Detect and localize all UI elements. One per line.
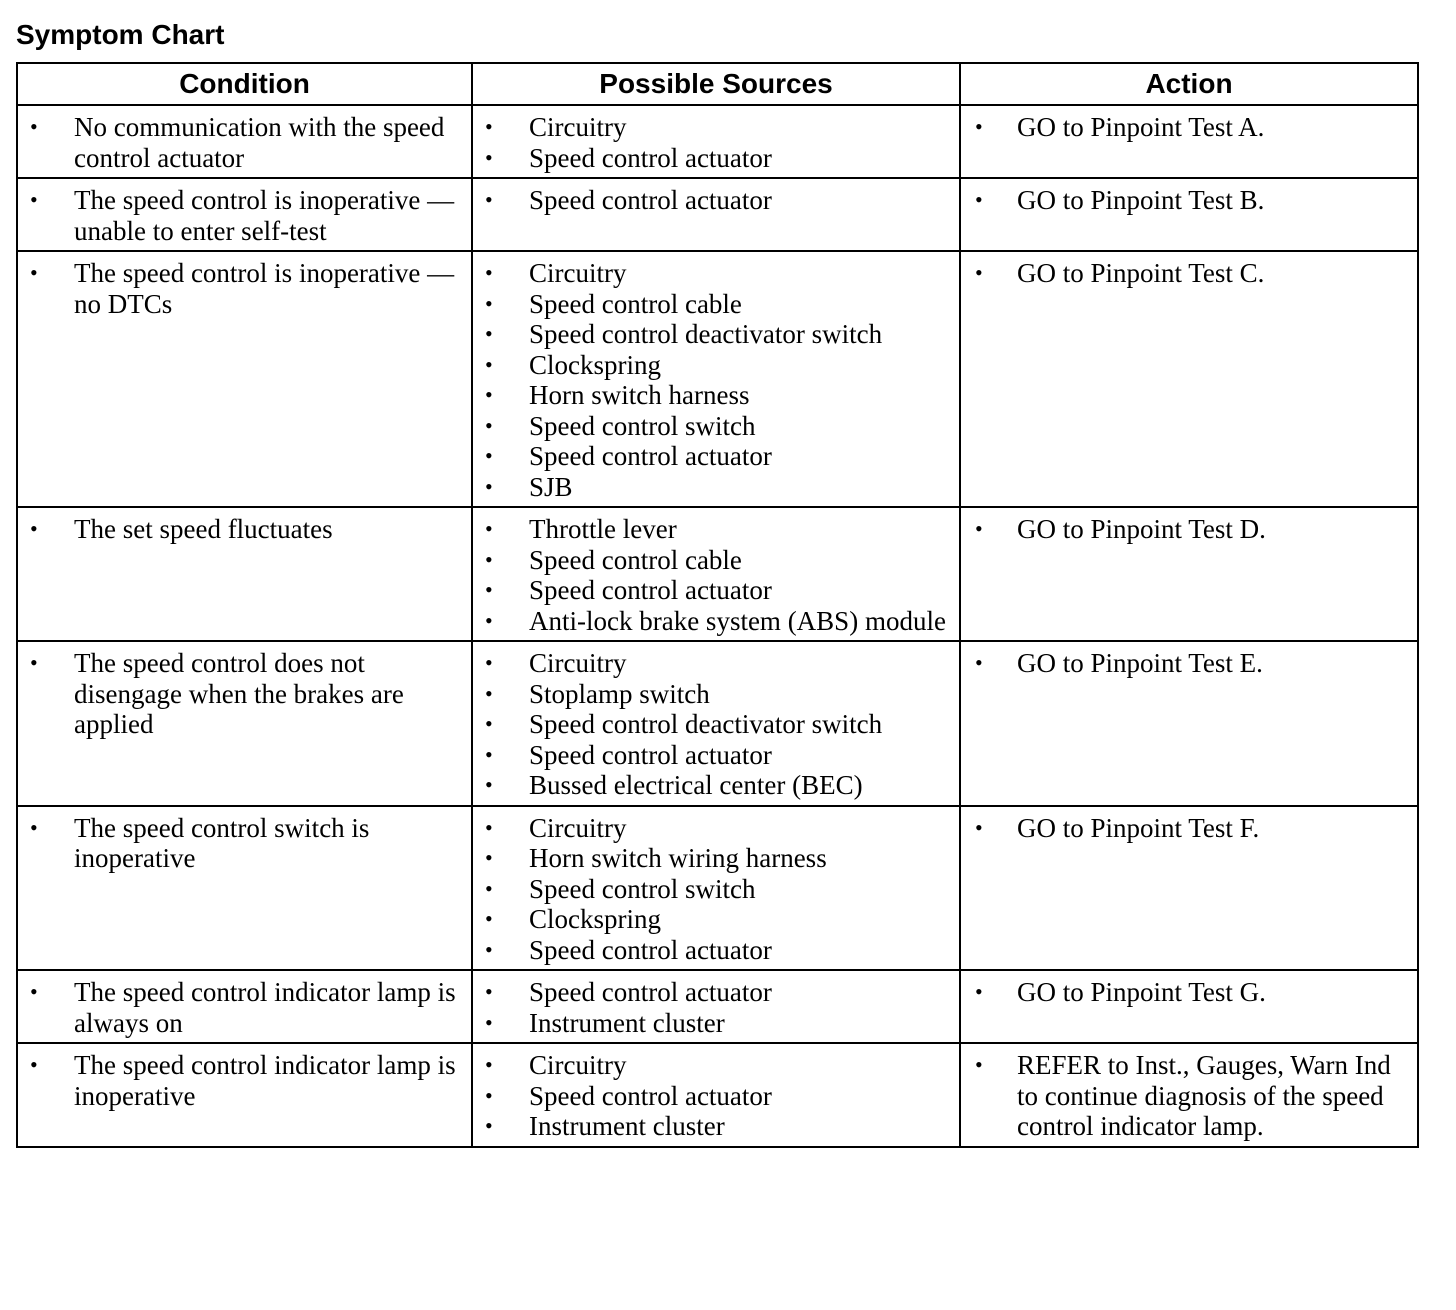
action-text: GO to Pinpoint Test B. [1017,185,1265,215]
table-row [17,178,1418,251]
possible-sources-cell [472,105,960,178]
sources-list [473,1050,959,1142]
possible-sources-cell [472,970,960,1043]
possible-sources-cell [472,178,960,251]
list-item [473,648,959,679]
source-text: Circuitry [529,112,627,142]
bullet-icon: • [485,772,493,797]
source-text: SJB [529,471,573,502]
condition-cell [17,507,472,641]
source-text: Speed control switch [529,873,756,904]
action-text: GO to Pinpoint Test A. [1017,112,1265,142]
sources-list [473,813,959,966]
list-item [473,606,959,637]
header-possible-sources: Possible Sources [472,63,960,105]
condition-text: The speed control is inoperative — no DTCs [74,258,455,319]
list-item [473,258,959,289]
action-cell [960,970,1418,1043]
action-text: GO to Pinpoint Test G. [1017,977,1266,1007]
list-item [473,740,959,771]
bullet-icon: • [485,473,493,499]
table-row [17,970,1418,1043]
list-item [18,1050,471,1111]
source-text: Horn switch wiring harness [529,843,827,873]
condition-cell [17,105,472,178]
source-text: Clockspring [529,904,661,934]
bullet-icon: • [30,1052,38,1077]
list-item [961,258,1417,289]
symptom-chart-table [16,62,1419,1148]
source-text: Speed control switch [529,410,756,441]
sources-list [473,514,959,636]
table-row [17,641,1418,806]
condition-text: No communication with the speed control actuator [74,112,445,173]
list-item [473,350,959,381]
source-text: Speed control actuator [529,142,772,173]
sources-list [473,185,959,216]
bullet-icon: • [30,650,38,675]
condition-list [18,514,471,545]
action-text: GO to Pinpoint Test D. [1017,514,1266,544]
source-text: Speed control deactivator switch [529,319,883,349]
header-condition: Condition [17,63,472,105]
action-list [961,1050,1417,1142]
action-list [961,514,1417,545]
source-text: Speed control cable [529,544,742,575]
list-item [961,648,1417,679]
source-text: Speed control deactivator switch [529,709,883,739]
action-list [961,648,1417,679]
condition-cell [17,806,472,971]
list-item [18,112,471,173]
action-text: REFER to Inst., Gauges, Warn Ind to continue diagnosis of the speed control indicator lamp. [1017,1050,1391,1141]
list-item [473,904,959,935]
source-text: Horn switch harness [529,380,750,410]
bullet-icon: • [485,814,493,840]
possible-sources-cell [472,1043,960,1147]
header-action: Action [960,63,1418,105]
source-text: Speed control actuator [529,977,772,1007]
bullet-icon: • [485,516,493,541]
bullet-icon: • [975,814,983,840]
bullet-icon: • [485,290,493,316]
action-cell [960,1043,1418,1147]
bullet-icon: • [975,1052,983,1077]
bullet-icon: • [30,516,38,541]
list-item [473,185,959,216]
list-item [961,185,1417,216]
condition-text: The speed control does not disengage when the brakes are applied [74,648,404,739]
action-text: GO to Pinpoint Test F. [1017,812,1260,843]
bullet-icon: • [485,144,493,170]
list-item [473,514,959,545]
list-item [473,843,959,874]
action-text: GO to Pinpoint Test E. [1017,648,1263,678]
action-list [961,813,1417,844]
source-text: Speed control actuator [529,739,772,770]
list-item [473,380,959,411]
sources-list [473,648,959,801]
source-text: Circuitry [529,1050,627,1080]
bullet-icon: • [485,979,493,1004]
bullet-icon: • [485,321,493,346]
bullet-icon: • [485,1082,493,1108]
list-item [473,441,959,472]
bullet-icon: • [30,114,38,139]
action-cell [960,641,1418,806]
possible-sources-cell [472,641,960,806]
list-item [961,813,1417,844]
source-text: Speed control actuator [529,575,772,605]
action-cell [960,178,1418,251]
bullet-icon: • [485,546,493,572]
source-text: Speed control cable [529,288,742,319]
list-item [18,648,471,740]
bullet-icon: • [485,680,493,706]
bullet-icon: • [975,516,983,541]
sources-list [473,112,959,173]
list-item [473,411,959,442]
bullet-icon: • [975,979,983,1004]
source-text: Instrument cluster [529,1007,725,1038]
action-cell [960,806,1418,971]
list-item [473,813,959,844]
bullet-icon: • [30,979,38,1004]
source-text: Speed control actuator [529,185,772,215]
bullet-icon: • [30,187,38,212]
bullet-icon: • [485,351,493,377]
bullet-icon: • [485,260,493,285]
list-item [473,289,959,320]
condition-cell [17,178,472,251]
table-row [17,251,1418,507]
source-text: Speed control actuator [529,1080,772,1111]
action-list [961,112,1417,143]
source-text: Stoplamp switch [529,678,710,709]
list-item [473,935,959,966]
list-item [473,319,959,350]
possible-sources-cell [472,806,960,971]
bullet-icon: • [485,741,493,767]
table-row [17,105,1418,178]
source-text: Throttle lever [529,514,677,544]
bullet-icon: • [485,650,493,675]
source-text: Circuitry [529,812,627,843]
source-text: Circuitry [529,648,627,678]
sources-list [473,258,959,502]
action-list [961,258,1417,289]
bullet-icon: • [485,1113,493,1138]
list-item [473,1081,959,1112]
bullet-icon: • [485,577,493,602]
bullet-icon: • [485,906,493,931]
condition-cell [17,1043,472,1147]
list-item [473,679,959,710]
sources-list [473,977,959,1038]
bullet-icon: • [485,936,493,962]
condition-list [18,112,471,173]
condition-list [18,1050,471,1111]
bullet-icon: • [30,260,38,285]
list-item [473,977,959,1008]
list-item [473,575,959,606]
condition-list [18,813,471,874]
list-item [473,112,959,143]
table-row [17,1043,1418,1147]
bullet-icon: • [485,607,493,633]
bullet-icon: • [485,845,493,870]
list-item [961,514,1417,545]
condition-list [18,258,471,319]
bullet-icon: • [975,114,983,139]
bullet-icon: • [485,875,493,901]
action-cell [960,105,1418,178]
condition-list [18,648,471,740]
source-text: Speed control actuator [529,934,772,965]
condition-text: The set speed fluctuates [74,514,333,544]
list-item [473,143,959,174]
action-cell [960,251,1418,507]
list-item [473,545,959,576]
action-cell [960,507,1418,641]
list-item [473,874,959,905]
source-text: Circuitry [529,258,627,288]
list-item [473,1008,959,1039]
bullet-icon: • [485,711,493,736]
bullet-icon: • [975,650,983,675]
bullet-icon: • [485,443,493,468]
possible-sources-cell [472,507,960,641]
bullet-icon: • [975,260,983,285]
list-item [18,514,471,545]
bullet-icon: • [485,1009,493,1035]
list-item [18,977,471,1038]
possible-sources-cell [472,251,960,507]
list-item [473,1050,959,1081]
bullet-icon: • [485,382,493,407]
list-item [473,770,959,801]
source-text: Bussed electrical center (BEC) [529,770,863,800]
source-text: Anti-lock brake system (ABS) module [529,605,946,636]
action-list [961,977,1417,1008]
condition-text: The speed control switch is inoperative [74,812,370,873]
list-item [473,472,959,503]
list-item [18,185,471,246]
condition-cell [17,251,472,507]
condition-list [18,977,471,1038]
bullet-icon: • [485,412,493,438]
list-item [18,258,471,319]
list-item [473,1111,959,1142]
bullet-icon: • [485,1052,493,1077]
table-body [17,105,1418,1147]
action-text: GO to Pinpoint Test C. [1017,258,1265,288]
action-list [961,185,1417,216]
bullet-icon: • [485,114,493,139]
condition-text: The speed control indicator lamp is always on [74,977,456,1038]
list-item [961,1050,1417,1142]
list-item [473,709,959,740]
list-item [961,112,1417,143]
source-text: Clockspring [529,349,661,380]
source-text: Speed control actuator [529,441,772,471]
table-row [17,806,1418,971]
table-row [17,507,1418,641]
condition-text: The speed control indicator lamp is inoperative [74,1050,456,1111]
bullet-icon: • [485,187,493,212]
page-title: Symptom Chart [16,19,225,50]
condition-list [18,185,471,246]
condition-cell [17,641,472,806]
source-text: Instrument cluster [529,1111,725,1141]
condition-text: The speed control is inoperative — unable to enter self-test [74,185,455,246]
condition-cell [17,970,472,1043]
bullet-icon: • [975,187,983,212]
header-row [17,63,1418,105]
list-item [18,813,471,874]
list-item [961,977,1417,1008]
bullet-icon: • [30,814,38,840]
